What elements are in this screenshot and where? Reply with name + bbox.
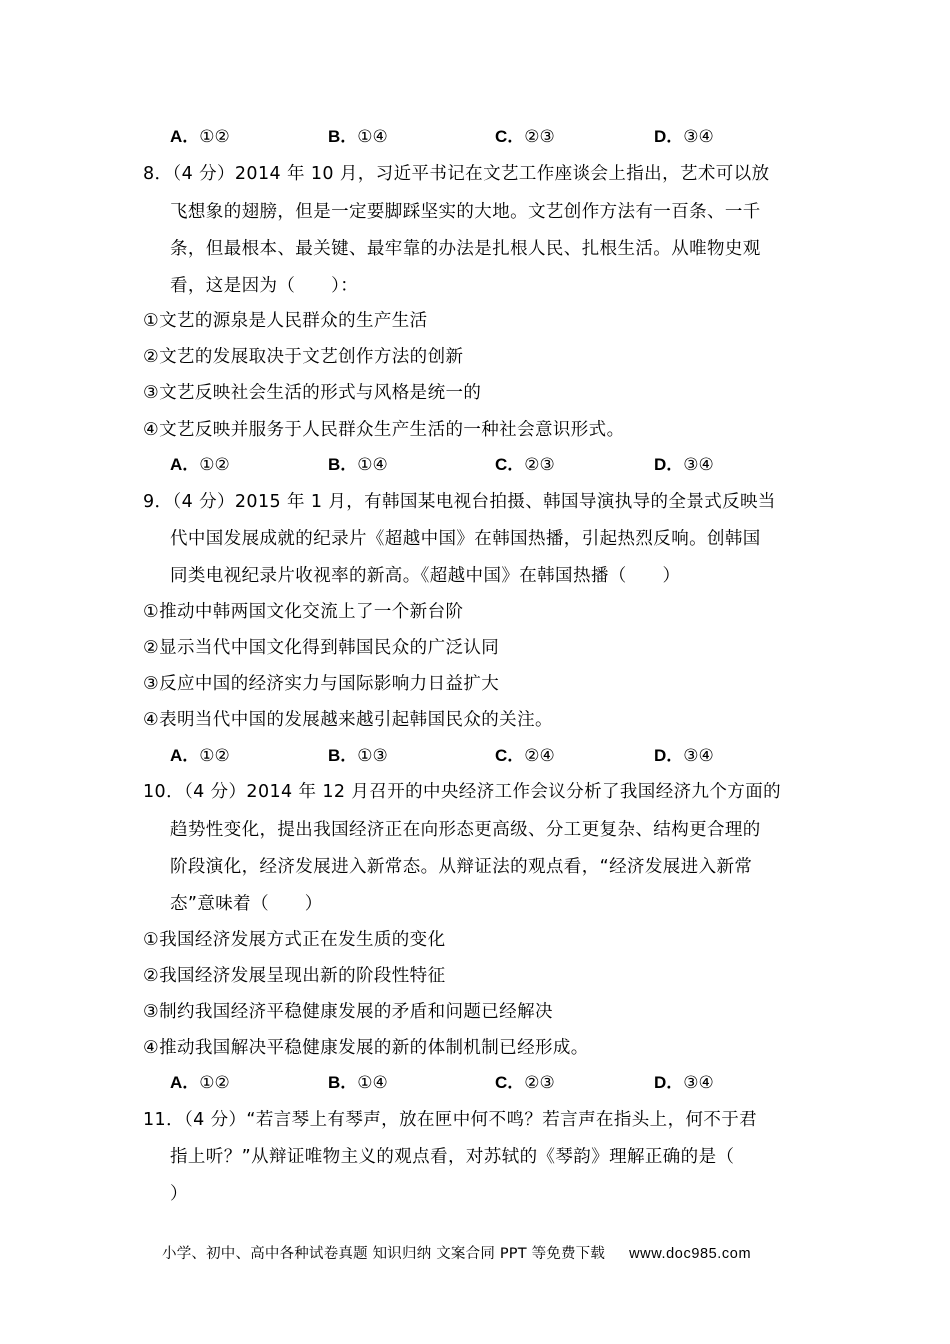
q10-option-c[interactable]: C．②③ bbox=[495, 1073, 555, 1093]
q10-options bbox=[170, 1071, 870, 1095]
q9-stem-line-2: 代中国发展成就的纪录片《超越中国》在韩国热播，引起热烈反响。创韩国 bbox=[170, 529, 761, 549]
q8-option-b[interactable]: B．①④ bbox=[328, 455, 388, 475]
q8-stem-line-1: 8．（4 分）2014 年 10 月，习近平书记在文艺工作座谈会上指出，艺术可以放 bbox=[143, 164, 770, 184]
q10-stem-line-2: 趋势性变化，提出我国经济正在向形态更高级、分工更复杂、结构更合理的 bbox=[170, 820, 761, 840]
q8-option-c[interactable]: C．②③ bbox=[495, 455, 555, 475]
q9-item-3: ③反应中国的经济实力与国际影响力日益扩大 bbox=[143, 674, 500, 694]
q9-option-b[interactable]: B．①③ bbox=[328, 746, 388, 766]
q11-stem-line-3: ） bbox=[170, 1184, 188, 1204]
q7-option-d[interactable]: D．③④ bbox=[654, 127, 714, 147]
q10-stem-line-1: 10．（4 分）2014 年 12 月召开的中央经济工作会议分析了我国经济九个方面的 bbox=[143, 782, 782, 802]
q9-option-c[interactable]: C．②④ bbox=[495, 746, 555, 766]
q8-stem-line-4: 看，这是因为（ ）： bbox=[170, 276, 359, 296]
q11-stem-line-1: 11．（4 分）“若言琴上有琴声，放在匣中何不鸣？若言声在指头上，何不于君 bbox=[143, 1110, 758, 1130]
q7-options bbox=[170, 125, 870, 149]
q7-option-a[interactable]: A．①② bbox=[170, 127, 230, 147]
q10-item-3: ③制约我国经济平稳健康发展的矛盾和问题已经解决 bbox=[143, 1002, 553, 1022]
q9-options bbox=[170, 744, 870, 768]
q10-item-2: ②我国经济发展呈现出新的阶段性特征 bbox=[143, 966, 446, 986]
q9-item-1: ①推动中韩两国文化交流上了一个新台阶 bbox=[143, 602, 464, 622]
q8-option-d[interactable]: D．③④ bbox=[654, 455, 714, 475]
q7-option-b[interactable]: B．①④ bbox=[328, 127, 388, 147]
q8-item-2: ②文艺的发展取决于文艺创作方法的创新 bbox=[143, 347, 464, 367]
q10-option-d[interactable]: D．③④ bbox=[654, 1073, 714, 1093]
q8-item-4: ④文艺反映并服务于人民群众生产生活的一种社会意识形式。 bbox=[143, 420, 625, 440]
q10-item-4: ④推动我国解决平稳健康发展的新的体制机制已经形成。 bbox=[143, 1038, 589, 1058]
q10-stem-line-4: 态”意味着（ ） bbox=[170, 894, 323, 914]
q8-stem-line-2: 飞想象的翅膀，但是一定要脚踩坚实的大地。文艺创作方法有一百条、一千 bbox=[170, 202, 761, 222]
q9-item-4: ④表明当代中国的发展越来越引起韩国民众的关注。 bbox=[143, 710, 553, 730]
q10-item-1: ①我国经济发展方式正在发生质的变化 bbox=[143, 930, 446, 950]
q9-stem-line-3: 同类电视纪录片收视率的新高。《超越中国》在韩国热播（ ） bbox=[170, 566, 681, 586]
q9-option-a[interactable]: A．①② bbox=[170, 746, 230, 766]
q10-stem-line-3: 阶段演化，经济发展进入新常态。从辩证法的观点看，“经济发展进入新常 bbox=[170, 857, 753, 877]
q10-option-a[interactable]: A．①② bbox=[170, 1073, 230, 1093]
q9-stem-line-1: 9．（4 分）2015 年 1 月，有韩国某电视台拍摄、韩国导演执导的全景式反映当 bbox=[143, 492, 776, 512]
q8-options bbox=[170, 453, 870, 477]
q11-stem-line-2: 指上听？”从辩证唯物主义的观点看，对苏轼的《琴韵》理解正确的是（ bbox=[170, 1147, 735, 1167]
footer-text: 小学、初中、高中各种试卷真题 知识归纳 文案合同 PPT 等免费下载 bbox=[162, 1246, 606, 1262]
q8-item-1: ①文艺的源泉是人民群众的生产生活 bbox=[143, 311, 428, 331]
q9-item-2: ②显示当代中国文化得到韩国民众的广泛认同 bbox=[143, 638, 500, 658]
q8-stem-line-3: 条，但最根本、最关键、最牢靠的办法是扎根人民、扎根生活。从唯物史观 bbox=[170, 239, 761, 259]
q9-option-d[interactable]: D．③④ bbox=[654, 746, 714, 766]
page-footer bbox=[162, 1244, 751, 1264]
q8-item-3: ③文艺反映社会生活的形式与风格是统一的 bbox=[143, 383, 482, 403]
footer-url-link[interactable]: www.doc985.com bbox=[629, 1246, 752, 1262]
q10-option-b[interactable]: B．①④ bbox=[328, 1073, 388, 1093]
q7-option-c[interactable]: C．②③ bbox=[495, 127, 555, 147]
q8-option-a[interactable]: A．①② bbox=[170, 455, 230, 475]
